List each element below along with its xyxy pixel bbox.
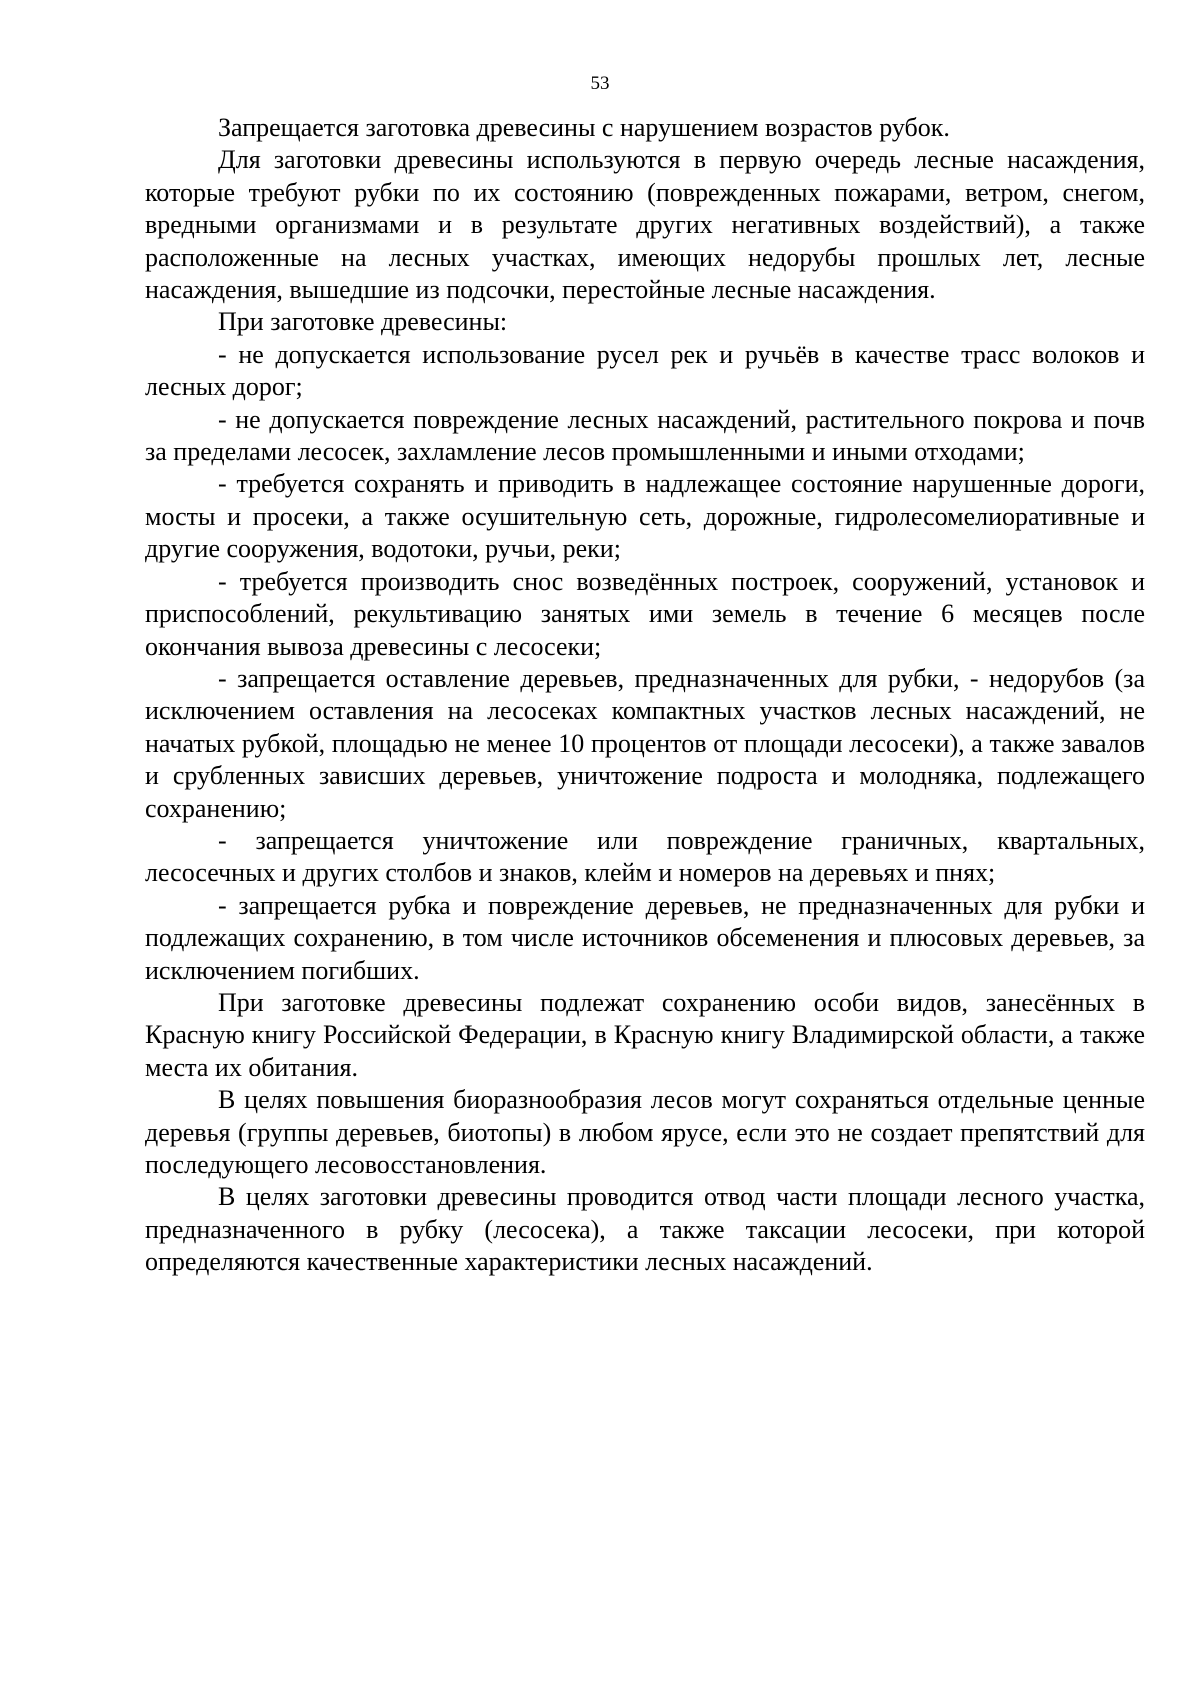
paragraph-priority-stands: Для заготовки древесины используются в первую очередь лесные насаждения, которые требуют рубки по их состоянию (поврежденных пожарами, ветром, снегом, вредными организмами и в результате других негативных воздействий), а также расположенные на лесных участках, имеющих недорубы прошлых лет, лесные насаждения, вышедшие из подсочки, перестойные лесные насаждения. — [145, 145, 1145, 305]
list-item-damage-outside: - не допускается повреждение лесных насаждений, растительного покрова и почв за пределами лесосек, захламление лесов промышленными и иными отходами; — [145, 404, 1145, 467]
page-number: 53 — [590, 73, 610, 94]
paragraph-harvest-intro: При заготовке древесины: — [218, 307, 508, 337]
paragraph-allotment: В целях заготовки древесины проводится отвод части площади лесного участка, предназначенного в рубку (лесосека), а также таксации лесосеки, при которой определяются качественные характеристики лесных насаждений. — [145, 1182, 1145, 1277]
list-item-protected-trees: - запрещается рубка и повреждение деревьев, не предназначенных для рубки и подлежащих сохранению, в том числе источников обсеменения и плюсовых деревьев, за исключением погибших. — [145, 890, 1145, 985]
list-item-boundary-markers: - запрещается уничтожение или повреждение граничных, квартальных, лесосечных и других столбов и знаков, клейм и номеров на деревьях и пнях; — [145, 825, 1145, 888]
list-item-demolition: - требуется производить снос возведённых построек, сооружений, установок и приспособлений, рекультивацию занятых ими земель в течение 6 месяцев после окончания вывоза древесины с лесосеки; — [145, 566, 1145, 661]
list-item-leaving-trees: - запрещается оставление деревьев, предназначенных для рубки, - недорубов (за исключением оставления на лесосеках компактных участков лесных насаждений, не начатых рубкой, площадью не менее 10 процентов от площади лесосеки), а также завалов и срубленных зависших деревьев, уничтожение подроста и молодняка, подлежащего сохранению; — [145, 663, 1145, 823]
list-item-riverbeds: - не допускается использование русел рек и ручьёв в качестве трасс волоков и лесных дорог; — [145, 339, 1145, 402]
list-item-restore-roads: - требуется сохранять и приводить в надлежащее состояние нарушенные дороги, мосты и просеки, а также осушительную сеть, дорожные, гидролесомелиоративные и другие сооружения, водотоки, ручьи, реки; — [145, 469, 1145, 564]
paragraph-prohibition-age: Запрещается заготовка древесины с нарушением возрастов рубок. — [218, 113, 950, 142]
paragraph-biodiversity: В целях повышения биоразнообразия лесов могут сохраняться отдельные ценные деревья (группы деревьев, биотопы) в любом ярусе, если это не создает препятствий для последующего лесовосстановления. — [145, 1085, 1145, 1179]
body-text — [145, 112, 1145, 1279]
paragraph-red-book: При заготовке древесины подлежат сохранению особи видов, занесённых в Красную книгу Российской Федерации, в Красную книгу Владимирской области, а также места их обитания. — [145, 987, 1145, 1082]
